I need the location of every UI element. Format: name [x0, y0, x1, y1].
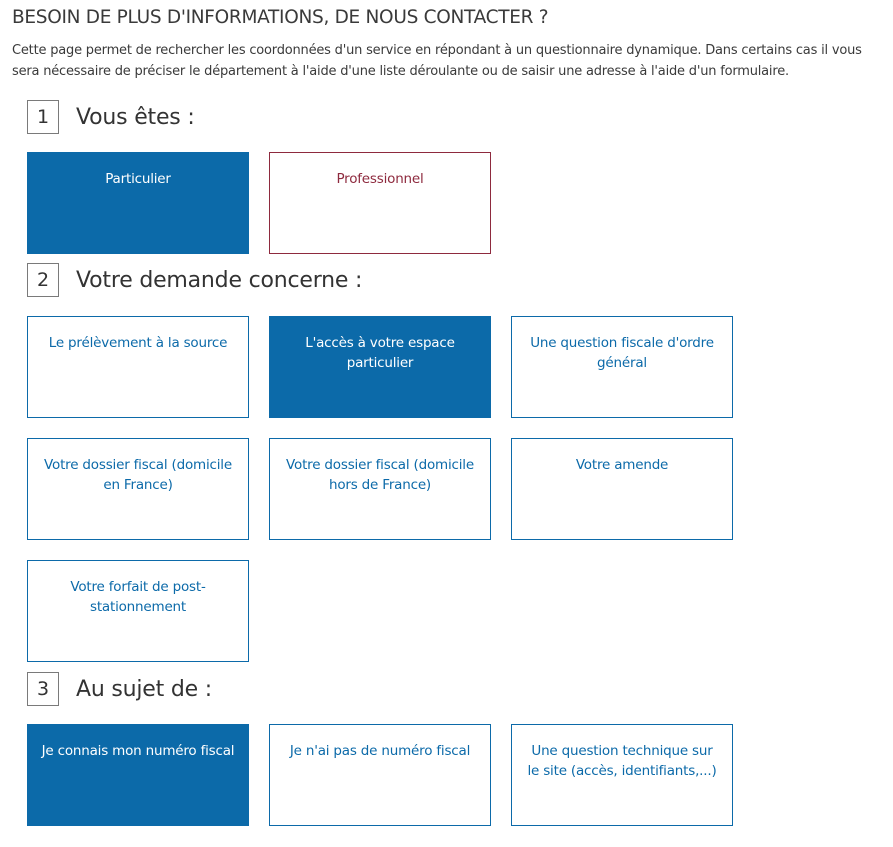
- step-3-title: Au sujet de :: [76, 676, 212, 702]
- option-forfait-post-stationnement[interactable]: Votre forfait de post-stationnement: [27, 560, 249, 662]
- step-2-header: [27, 262, 362, 298]
- option-question-technique-site[interactable]: Une question technique sur le site (accès, identifiants,...): [511, 724, 733, 826]
- step-1-header: [27, 99, 195, 135]
- step-2-title: Votre demande concerne :: [76, 267, 363, 293]
- option-prelevement-source[interactable]: Le prélèvement à la source: [27, 316, 249, 418]
- option-connais-numero-fiscal[interactable]: Je connais mon numéro fiscal: [27, 724, 249, 826]
- option-professionnel[interactable]: Professionnel: [269, 152, 491, 254]
- option-particulier[interactable]: Particulier: [27, 152, 249, 254]
- step-3-number: 3: [27, 672, 59, 706]
- step-1-title: Vous êtes :: [76, 104, 195, 130]
- option-pas-de-numero-fiscal[interactable]: Je n'ai pas de numéro fiscal: [269, 724, 491, 826]
- page-title: BESOIN DE PLUS D'INFORMATIONS, DE NOUS CONTACTER ?: [12, 7, 549, 28]
- option-acces-espace-particulier[interactable]: L'accès à votre espace particulier: [269, 316, 491, 418]
- page-intro: Cette page permet de rechercher les coordonnées d'un service en répondant à un questionnaire dynamique. Dans certains cas il vous sera nécessaire de préciser le département à l'aide d'une liste déroulante ou de saisir une adresse à l'aide d'un formulaire.: [12, 43, 862, 79]
- step-2-number: 2: [27, 263, 59, 297]
- option-dossier-fiscal-hors-france[interactable]: Votre dossier fiscal (domicile hors de France): [269, 438, 491, 540]
- option-question-fiscale-generale[interactable]: Une question fiscale d'ordre général: [511, 316, 733, 418]
- step-1-number: 1: [27, 100, 59, 134]
- step-3-header: [27, 671, 212, 707]
- option-amende[interactable]: Votre amende: [511, 438, 733, 540]
- option-dossier-fiscal-france[interactable]: Votre dossier fiscal (domicile en France): [27, 438, 249, 540]
